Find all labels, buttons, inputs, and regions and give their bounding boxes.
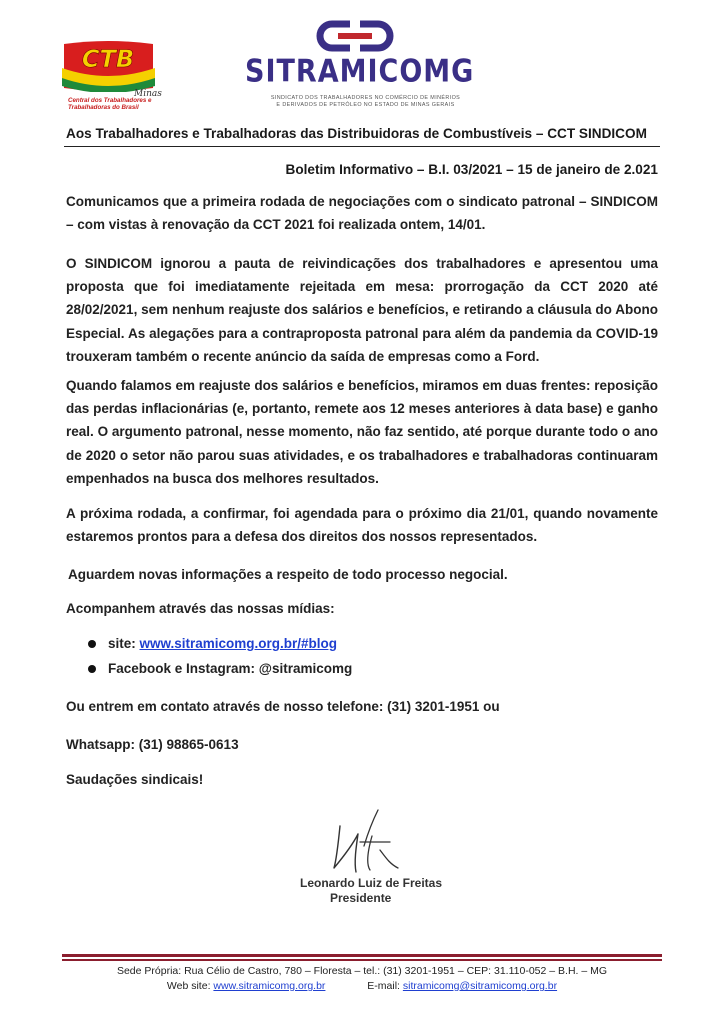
bullet-icon (88, 665, 96, 673)
media-site-label: site: (108, 636, 140, 651)
site-link[interactable]: www.sitramicomg.org.br/#blog (139, 636, 338, 651)
ctb-flag-icon (62, 40, 155, 92)
paragraph-3: Quando falamos em reajuste dos salários e benefícios, miramos em duas frentes: reposição das perdas inflacionárias (e, portanto, remete aos 12 meses anteriores à data base) e ganho real. O argumento patronal, nesse momento, não faz sentido, até porque durante todo o ano de 2020 o setor não parou suas atividades, e os trabalhadores e trabalhadoras continuaram empenhados na busca dos melhores resultados. (66, 378, 658, 486)
sitramicomg-name: SITRAMICOMG (245, 54, 475, 90)
paragraph-6: Acompanhem através das nossas mídias: (66, 601, 335, 616)
signatory-role: Presidente (330, 891, 392, 905)
chain-link-icon (310, 18, 400, 54)
ctb-logo-text: CTB (81, 45, 135, 73)
footer-email-label: E-mail: (367, 980, 403, 992)
sitramicomg-subtitle-line1: SINDICATO DOS TRABALHADORES NO COMÉRCIO DE MINÉRIOS (270, 95, 461, 101)
ctb-region: Minas (134, 89, 162, 99)
media-site (108, 636, 337, 651)
footer-email-link[interactable]: sitramicomg@sitramicomg.org.br (402, 980, 558, 992)
document-title: Aos Trabalhadores e Trabalhadoras das Distribuidoras de Combustíveis – CCT SINDICOM (66, 126, 647, 141)
media-social: Facebook e Instagram: @sitramicomg (108, 661, 353, 676)
phone-line: Ou entrem em contato através de nosso telefone: (31) 3201-1951 ou (66, 699, 500, 714)
sitramicomg-logo (245, 18, 475, 118)
footer-divider-thin (62, 959, 662, 961)
paragraph-2: O SINDICOM ignorou a pauta de reivindicações dos trabalhadores e apresentou uma proposta que foi imediatamente rejeitada em mesa: prorrogação da CCT 2020 até 28/02/2021, sem nenhum reajuste dos salários e benefícios, e retirando a cláusula do Abono Especial. As alegações para a contraproposta patronal para além da pandemia da COVID-19 trouxeram também o recente anúncio da saída de empresas como a Ford. (66, 256, 658, 364)
bulletin-info: Boletim Informativo – B.I. 03/2021 – 15 de janeiro de 2.021 (285, 162, 658, 177)
sitramicomg-subtitle-line2: E DERIVADOS DE PETRÓLEO NO ESTADO DE MINAS GERAIS (276, 102, 455, 108)
title-divider (64, 146, 660, 147)
footer-address: Sede Própria: Rua Célio de Castro, 780 – Floresta – tel.: (31) 3201-1951 – CEP: 31.110-052 – B.H. – MG (116, 965, 608, 977)
paragraph-5: Aguardem novas informações a respeito de todo processo negocial. (68, 567, 508, 582)
paragraph-4: A próxima rodada, a confirmar, foi agendada para o próximo dia 21/01, quando novamente estaremos prontos para a defesa dos direitos dos nossos representados. (66, 506, 658, 545)
paragraph-1: Comunicamos que a primeira rodada de negociações com o sindicato patronal – SINDICOM – com vistas à renovação da CCT 2021 foi realizada ontem, 14/01. (66, 194, 658, 233)
bullet-icon (88, 640, 96, 648)
signatory-name: Leonardo Luiz de Freitas (300, 876, 443, 890)
sitramicomg-subtitle (263, 95, 468, 109)
footer-website-label: Web site: (166, 980, 214, 992)
whatsapp-line: Whatsapp: (31) 98865-0613 (66, 737, 239, 752)
handwritten-signature (320, 806, 420, 878)
footer-website-link[interactable]: www.sitramicomg.org.br (213, 980, 326, 992)
footer-divider (62, 954, 662, 957)
ctb-tagline: Central dos Trabalhadores e Trabalhadoras do Brasil (68, 97, 152, 111)
closing-line: Saudações sindicais! (66, 772, 204, 787)
footer-contacts (62, 980, 662, 992)
ctb-logo (62, 40, 172, 110)
